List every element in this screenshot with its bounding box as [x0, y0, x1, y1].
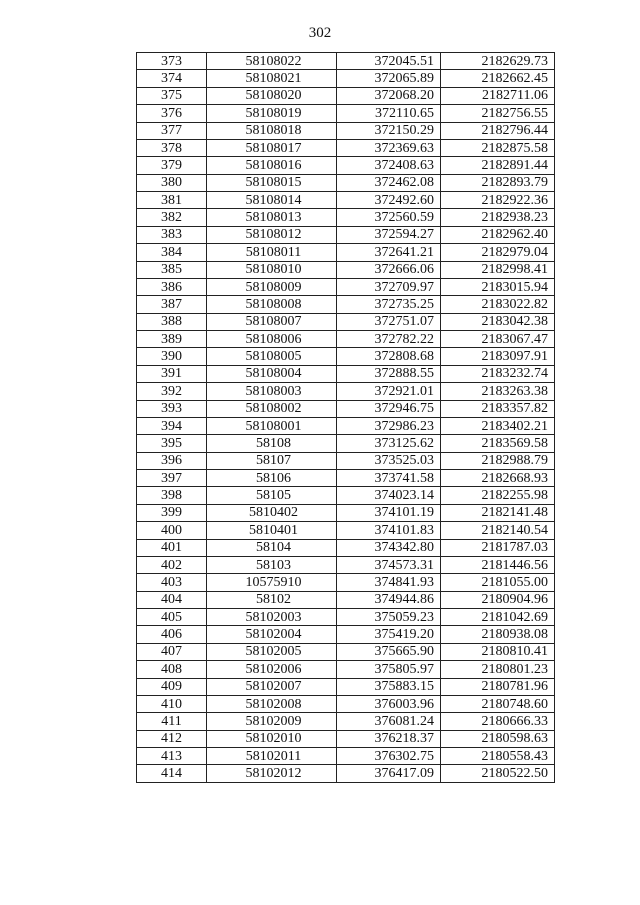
point-id-cell: 58106 — [207, 470, 337, 487]
y-coordinate-cell: 2183067.47 — [441, 331, 555, 348]
point-id-cell: 58108015 — [207, 174, 337, 191]
row-number-cell: 402 — [137, 556, 207, 573]
row-number-cell: 397 — [137, 470, 207, 487]
point-id-cell: 58108022 — [207, 53, 337, 70]
y-coordinate-cell: 2180522.50 — [441, 765, 555, 782]
point-id-cell: 58105 — [207, 487, 337, 504]
x-coordinate-cell: 375883.15 — [337, 678, 441, 695]
x-coordinate-cell: 373525.03 — [337, 452, 441, 469]
row-number-cell: 373 — [137, 53, 207, 70]
row-number-cell: 389 — [137, 331, 207, 348]
table-row — [137, 139, 555, 156]
point-id-cell: 58108007 — [207, 313, 337, 330]
y-coordinate-cell: 2182141.48 — [441, 504, 555, 521]
x-coordinate-cell: 372408.63 — [337, 157, 441, 174]
table-row — [137, 591, 555, 608]
point-id-cell: 58108018 — [207, 122, 337, 139]
x-coordinate-cell: 372065.89 — [337, 70, 441, 87]
table-row — [137, 730, 555, 747]
table-row — [137, 765, 555, 782]
y-coordinate-cell: 2182796.44 — [441, 122, 555, 139]
point-id-cell: 58107 — [207, 452, 337, 469]
y-coordinate-cell: 2180810.41 — [441, 643, 555, 660]
y-coordinate-cell: 2180801.23 — [441, 661, 555, 678]
table-row — [137, 470, 555, 487]
point-id-cell: 58102005 — [207, 643, 337, 660]
y-coordinate-cell: 2182979.04 — [441, 244, 555, 261]
point-id-cell: 58108006 — [207, 331, 337, 348]
y-coordinate-cell: 2182875.58 — [441, 139, 555, 156]
point-id-cell: 58108016 — [207, 157, 337, 174]
point-id-cell: 58108012 — [207, 226, 337, 243]
point-id-cell: 58102003 — [207, 609, 337, 626]
x-coordinate-cell: 374841.93 — [337, 574, 441, 591]
table-row — [137, 504, 555, 521]
y-coordinate-cell: 2183357.82 — [441, 400, 555, 417]
table-row — [137, 87, 555, 104]
row-number-cell: 386 — [137, 278, 207, 295]
table-row — [137, 713, 555, 730]
x-coordinate-cell: 372492.60 — [337, 192, 441, 209]
x-coordinate-cell: 372986.23 — [337, 417, 441, 434]
x-coordinate-cell: 372751.07 — [337, 313, 441, 330]
table-row — [137, 192, 555, 209]
row-number-cell: 388 — [137, 313, 207, 330]
table-row — [137, 452, 555, 469]
row-number-cell: 376 — [137, 105, 207, 122]
y-coordinate-cell: 2183232.74 — [441, 365, 555, 382]
table-row — [137, 539, 555, 556]
table-row — [137, 261, 555, 278]
row-number-cell: 375 — [137, 87, 207, 104]
row-number-cell: 409 — [137, 678, 207, 695]
table-row — [137, 174, 555, 191]
y-coordinate-cell: 2180748.60 — [441, 695, 555, 712]
point-id-cell: 58108011 — [207, 244, 337, 261]
x-coordinate-cell: 376003.96 — [337, 695, 441, 712]
y-coordinate-cell: 2182140.54 — [441, 522, 555, 539]
point-id-cell: 58108014 — [207, 192, 337, 209]
table-row — [137, 226, 555, 243]
x-coordinate-cell: 372888.55 — [337, 365, 441, 382]
x-coordinate-cell: 375419.20 — [337, 626, 441, 643]
table-row — [137, 400, 555, 417]
y-coordinate-cell: 2183015.94 — [441, 278, 555, 295]
y-coordinate-cell: 2183402.21 — [441, 417, 555, 434]
table-row — [137, 417, 555, 434]
row-number-cell: 374 — [137, 70, 207, 87]
y-coordinate-cell: 2182668.93 — [441, 470, 555, 487]
row-number-cell: 411 — [137, 713, 207, 730]
point-id-cell: 58108002 — [207, 400, 337, 417]
x-coordinate-cell: 372782.22 — [337, 331, 441, 348]
table-row — [137, 748, 555, 765]
x-coordinate-cell: 372709.97 — [337, 278, 441, 295]
table-row — [137, 365, 555, 382]
row-number-cell: 405 — [137, 609, 207, 626]
x-coordinate-cell: 376302.75 — [337, 748, 441, 765]
row-number-cell: 384 — [137, 244, 207, 261]
table-row — [137, 331, 555, 348]
table-row — [137, 435, 555, 452]
row-number-cell: 392 — [137, 383, 207, 400]
point-id-cell: 58102012 — [207, 765, 337, 782]
row-number-cell: 383 — [137, 226, 207, 243]
y-coordinate-cell: 2182255.98 — [441, 487, 555, 504]
x-coordinate-cell: 372946.75 — [337, 400, 441, 417]
y-coordinate-cell: 2182756.55 — [441, 105, 555, 122]
row-number-cell: 403 — [137, 574, 207, 591]
row-number-cell: 395 — [137, 435, 207, 452]
y-coordinate-cell: 2182711.06 — [441, 87, 555, 104]
row-number-cell: 414 — [137, 765, 207, 782]
point-id-cell: 58108008 — [207, 296, 337, 313]
row-number-cell: 407 — [137, 643, 207, 660]
y-coordinate-cell: 2182998.41 — [441, 261, 555, 278]
point-id-cell: 58102004 — [207, 626, 337, 643]
y-coordinate-cell: 2182938.23 — [441, 209, 555, 226]
y-coordinate-cell: 2181787.03 — [441, 539, 555, 556]
table-row — [137, 626, 555, 643]
table-row — [137, 678, 555, 695]
row-number-cell: 393 — [137, 400, 207, 417]
y-coordinate-cell: 2182891.44 — [441, 157, 555, 174]
table-row — [137, 487, 555, 504]
x-coordinate-cell: 374944.86 — [337, 591, 441, 608]
y-coordinate-cell: 2181055.00 — [441, 574, 555, 591]
table-row — [137, 244, 555, 261]
row-number-cell: 382 — [137, 209, 207, 226]
point-id-cell: 58108013 — [207, 209, 337, 226]
point-id-cell: 58108004 — [207, 365, 337, 382]
y-coordinate-cell: 2181042.69 — [441, 609, 555, 626]
x-coordinate-cell: 374573.31 — [337, 556, 441, 573]
point-id-cell: 10575910 — [207, 574, 337, 591]
y-coordinate-cell: 2181446.56 — [441, 556, 555, 573]
point-id-cell: 5810402 — [207, 504, 337, 521]
x-coordinate-cell: 376081.24 — [337, 713, 441, 730]
row-number-cell: 387 — [137, 296, 207, 313]
point-id-cell: 5810401 — [207, 522, 337, 539]
point-id-cell: 58108005 — [207, 348, 337, 365]
point-id-cell: 58108020 — [207, 87, 337, 104]
x-coordinate-cell: 372150.29 — [337, 122, 441, 139]
coordinates-table — [136, 52, 555, 783]
y-coordinate-cell: 2182629.73 — [441, 53, 555, 70]
point-id-cell: 58108017 — [207, 139, 337, 156]
x-coordinate-cell: 375059.23 — [337, 609, 441, 626]
point-id-cell: 58102011 — [207, 748, 337, 765]
row-number-cell: 408 — [137, 661, 207, 678]
point-id-cell: 58102007 — [207, 678, 337, 695]
table-row — [137, 574, 555, 591]
y-coordinate-cell: 2183042.38 — [441, 313, 555, 330]
table-row — [137, 105, 555, 122]
y-coordinate-cell: 2183263.38 — [441, 383, 555, 400]
y-coordinate-cell: 2180666.33 — [441, 713, 555, 730]
point-id-cell: 58102 — [207, 591, 337, 608]
x-coordinate-cell: 372735.25 — [337, 296, 441, 313]
table-row — [137, 122, 555, 139]
point-id-cell: 58102009 — [207, 713, 337, 730]
table-row — [137, 643, 555, 660]
x-coordinate-cell: 372110.65 — [337, 105, 441, 122]
x-coordinate-cell: 372560.59 — [337, 209, 441, 226]
row-number-cell: 412 — [137, 730, 207, 747]
row-number-cell: 390 — [137, 348, 207, 365]
y-coordinate-cell: 2182893.79 — [441, 174, 555, 191]
row-number-cell: 399 — [137, 504, 207, 521]
point-id-cell: 58108009 — [207, 278, 337, 295]
x-coordinate-cell: 372045.51 — [337, 53, 441, 70]
y-coordinate-cell: 2180558.43 — [441, 748, 555, 765]
x-coordinate-cell: 376218.37 — [337, 730, 441, 747]
row-number-cell: 379 — [137, 157, 207, 174]
table-row — [137, 313, 555, 330]
row-number-cell: 394 — [137, 417, 207, 434]
x-coordinate-cell: 372369.63 — [337, 139, 441, 156]
row-number-cell: 400 — [137, 522, 207, 539]
point-id-cell: 58108001 — [207, 417, 337, 434]
point-id-cell: 58108003 — [207, 383, 337, 400]
point-id-cell: 58102008 — [207, 695, 337, 712]
row-number-cell: 380 — [137, 174, 207, 191]
table-row — [137, 53, 555, 70]
x-coordinate-cell: 374342.80 — [337, 539, 441, 556]
x-coordinate-cell: 375665.90 — [337, 643, 441, 660]
table-row — [137, 695, 555, 712]
row-number-cell: 391 — [137, 365, 207, 382]
y-coordinate-cell: 2180781.96 — [441, 678, 555, 695]
row-number-cell: 410 — [137, 695, 207, 712]
x-coordinate-cell: 373741.58 — [337, 470, 441, 487]
point-id-cell: 58108021 — [207, 70, 337, 87]
row-number-cell: 377 — [137, 122, 207, 139]
table-row — [137, 209, 555, 226]
table-row — [137, 609, 555, 626]
row-number-cell: 401 — [137, 539, 207, 556]
point-id-cell: 58102010 — [207, 730, 337, 747]
x-coordinate-cell: 373125.62 — [337, 435, 441, 452]
x-coordinate-cell: 372462.08 — [337, 174, 441, 191]
table-row — [137, 383, 555, 400]
point-id-cell: 58108019 — [207, 105, 337, 122]
x-coordinate-cell: 372594.27 — [337, 226, 441, 243]
x-coordinate-cell: 374023.14 — [337, 487, 441, 504]
y-coordinate-cell: 2183022.82 — [441, 296, 555, 313]
table-row — [137, 661, 555, 678]
table-row — [137, 296, 555, 313]
table-row — [137, 522, 555, 539]
point-id-cell: 58108010 — [207, 261, 337, 278]
point-id-cell: 58104 — [207, 539, 337, 556]
row-number-cell: 396 — [137, 452, 207, 469]
y-coordinate-cell: 2183097.91 — [441, 348, 555, 365]
table-body — [137, 53, 555, 783]
x-coordinate-cell: 374101.83 — [337, 522, 441, 539]
row-number-cell: 413 — [137, 748, 207, 765]
table-row — [137, 70, 555, 87]
y-coordinate-cell: 2182988.79 — [441, 452, 555, 469]
x-coordinate-cell: 372808.68 — [337, 348, 441, 365]
point-id-cell: 58103 — [207, 556, 337, 573]
table-row — [137, 556, 555, 573]
y-coordinate-cell: 2180598.63 — [441, 730, 555, 747]
x-coordinate-cell: 374101.19 — [337, 504, 441, 521]
x-coordinate-cell: 372666.06 — [337, 261, 441, 278]
x-coordinate-cell: 375805.97 — [337, 661, 441, 678]
row-number-cell: 381 — [137, 192, 207, 209]
x-coordinate-cell: 372921.01 — [337, 383, 441, 400]
y-coordinate-cell: 2183569.58 — [441, 435, 555, 452]
page-number: 302 — [308, 25, 332, 41]
x-coordinate-cell: 372068.20 — [337, 87, 441, 104]
point-id-cell: 58102006 — [207, 661, 337, 678]
row-number-cell: 378 — [137, 139, 207, 156]
x-coordinate-cell: 372641.21 — [337, 244, 441, 261]
y-coordinate-cell: 2182962.40 — [441, 226, 555, 243]
row-number-cell: 404 — [137, 591, 207, 608]
y-coordinate-cell: 2180904.96 — [441, 591, 555, 608]
y-coordinate-cell: 2182662.45 — [441, 70, 555, 87]
table-row — [137, 157, 555, 174]
y-coordinate-cell: 2180938.08 — [441, 626, 555, 643]
table-row — [137, 278, 555, 295]
x-coordinate-cell: 376417.09 — [337, 765, 441, 782]
table-row — [137, 348, 555, 365]
y-coordinate-cell: 2182922.36 — [441, 192, 555, 209]
row-number-cell: 398 — [137, 487, 207, 504]
point-id-cell: 58108 — [207, 435, 337, 452]
row-number-cell: 385 — [137, 261, 207, 278]
row-number-cell: 406 — [137, 626, 207, 643]
